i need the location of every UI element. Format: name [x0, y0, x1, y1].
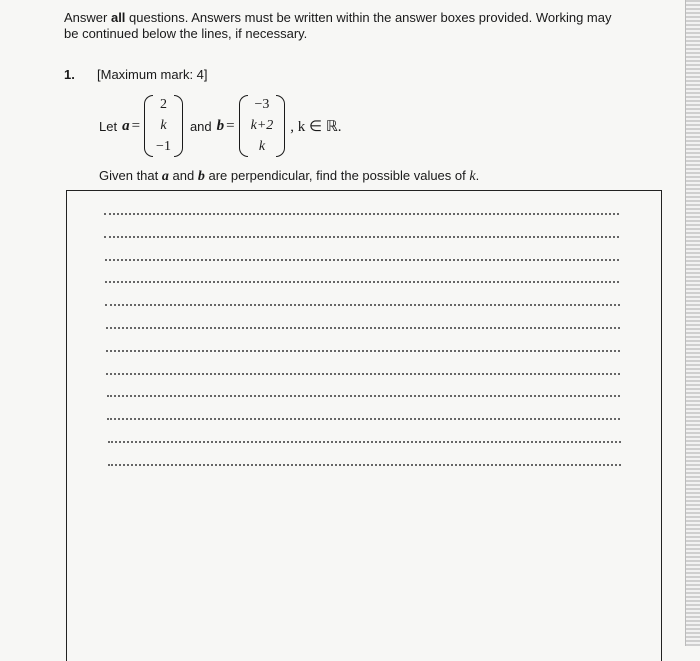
question-prompt [99, 168, 479, 185]
vector-a [144, 95, 183, 157]
vector-a-entry: k [160, 117, 167, 133]
answer-line[interactable] [104, 213, 619, 215]
vector-b-entries [248, 95, 277, 157]
vector-b-name: b [216, 117, 225, 134]
k-condition: , k ∈ ℝ. [290, 118, 342, 135]
answer-line[interactable] [107, 395, 620, 397]
prompt-start: Given that [99, 168, 159, 183]
vector-a-name: a [122, 117, 130, 134]
equals-sign: = [226, 117, 235, 134]
prompt-b: b [197, 169, 205, 184]
answer-line[interactable] [104, 236, 619, 238]
equals-sign: = [131, 117, 141, 134]
answer-line[interactable] [105, 304, 619, 306]
right-paren [276, 95, 285, 157]
answer-line[interactable] [105, 259, 620, 261]
instructions-after: questions. Answers must be written within the answer boxes provided. Working may be continued below the lines, if necessary. [64, 10, 612, 41]
prompt-period: . [475, 168, 480, 183]
answer-line[interactable] [108, 464, 621, 466]
vector-b-entry: −3 [254, 97, 270, 113]
problem-statement [99, 95, 342, 157]
prompt-and: and [172, 168, 195, 183]
answer-line[interactable] [106, 350, 620, 352]
let-word: Let [99, 118, 118, 134]
maximum-mark: [Maximum mark: 4] [97, 67, 208, 82]
answer-line[interactable] [108, 441, 621, 443]
vector-b-entry: k+2 [250, 117, 274, 133]
left-paren [239, 95, 248, 157]
question-number: 1. [64, 67, 75, 82]
instructions-before: Answer [64, 10, 111, 25]
answer-line[interactable] [106, 373, 620, 375]
answer-line[interactable] [106, 327, 620, 329]
vector-a-entries [153, 95, 174, 157]
vector-b-entry: k [258, 138, 266, 154]
and-word: and [189, 118, 212, 134]
right-paren [174, 95, 183, 157]
instructions-text [64, 10, 624, 42]
answer-line[interactable] [107, 418, 620, 420]
answer-line[interactable] [105, 281, 619, 283]
vector-b [239, 95, 286, 157]
page-edge [685, 0, 700, 646]
left-paren [144, 95, 153, 157]
prompt-end: are perpendicular, find the possible values of [208, 168, 466, 183]
answer-box[interactable] [66, 190, 662, 661]
prompt-k: k [469, 169, 476, 184]
prompt-a: a [161, 169, 169, 184]
instructions-bold: all [110, 10, 126, 25]
vector-a-entry: 2 [160, 97, 167, 113]
vector-a-entry: −1 [156, 138, 171, 154]
